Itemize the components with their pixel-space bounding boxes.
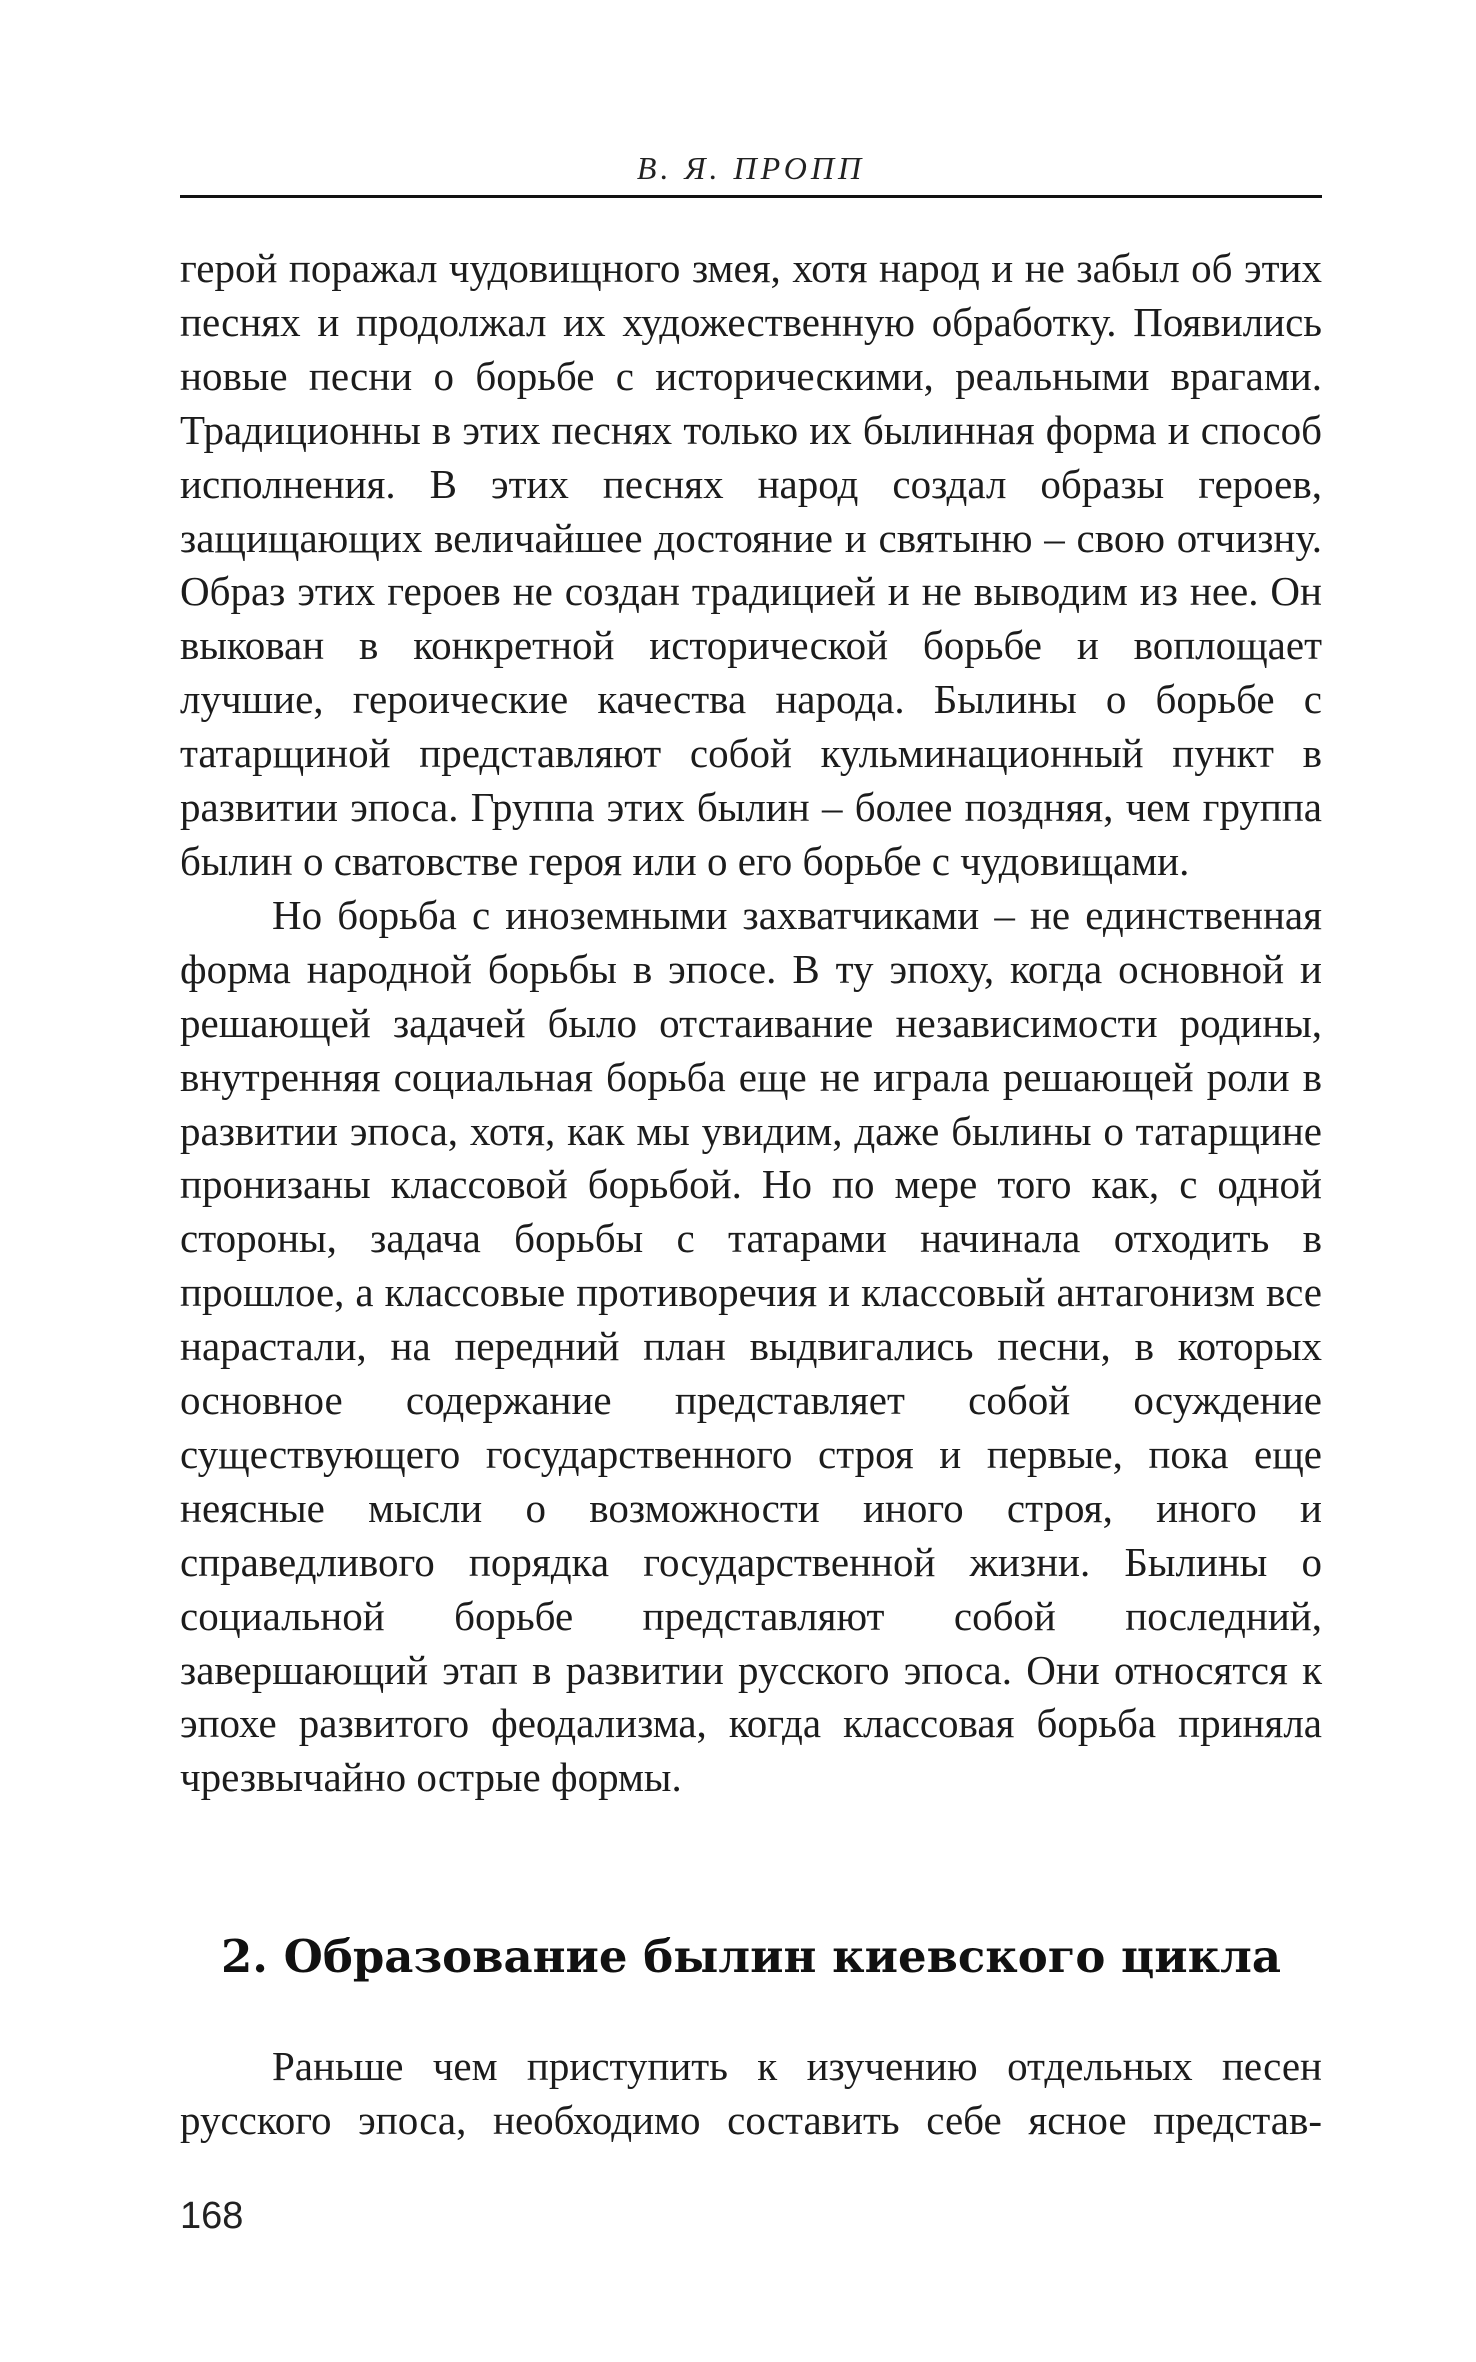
paragraph: Но борьба с иноземными захватчиками – не единственная форма народной борьбы в эпосе. В ту эпоху, когда основной и решающей задачей было отстаивание независимости родины, внутренняя социальная борьба еще не играла решающей роли в развитии эпоса, хотя, как мы увидим, даже былины о татарщине пронизаны классовой борьбой. Но по мере того как, с одной стороны, задача борьбы с татарами начинала отходить в прошлое, а классовые противоречия и классовый антагонизм все нарастали, на передний план выдвигались песни, в которых основное содержание представляет собой осуждение существующего государственного строя и первые, пока еще неясные мысли о возможности иного строя, иного и справедливого порядка государственной жизни. Былины о социальной борьбе представляют собой последний, завершающий этап в развитии русского эпоса. Они относятся к эпохе развитого феодализма, когда классовая борьба приняла чрезвычайно острые формы. (180, 891, 1322, 1801)
section-heading: 2. Образование былин киевского цикла (220, 1930, 1282, 1983)
running-head: В. Я. ПРОПП (636, 150, 866, 186)
section-first-paragraph: Раньше чем приступить к изучению отдельных песен русского эпоса, необходимо составить себе ясное представ- (180, 2043, 1322, 2143)
page-number: 168 (180, 2195, 244, 2237)
header-rule (180, 195, 1322, 198)
paragraph-continuation: герой поражал чудовищного змея, хотя народ и не забыл об этих песнях и продолжал их художественную обработку. Появились новые песни о борьбе с историческими, реальными врагами. Традиционны в этих песнях только их былинная форма и способ исполнения. В этих песнях народ создал образы героев, защищающих величайшее достояние и святыню – свою отчизну. Образ этих героев не создан традицией и не выводим из нее. Он выкован в конкретной исторической борьбе и воплощает лучшие, героические качества народа. Былины о борьбе с татарщиной представляют собой кульминационный пункт в развитии эпоса. Группа этих былин – более поздняя, чем группа былин о сватовстве героя или о его борьбе с чудовищами. (180, 245, 1322, 884)
main-text (180, 242, 1322, 1805)
section-text (180, 2040, 1322, 2148)
